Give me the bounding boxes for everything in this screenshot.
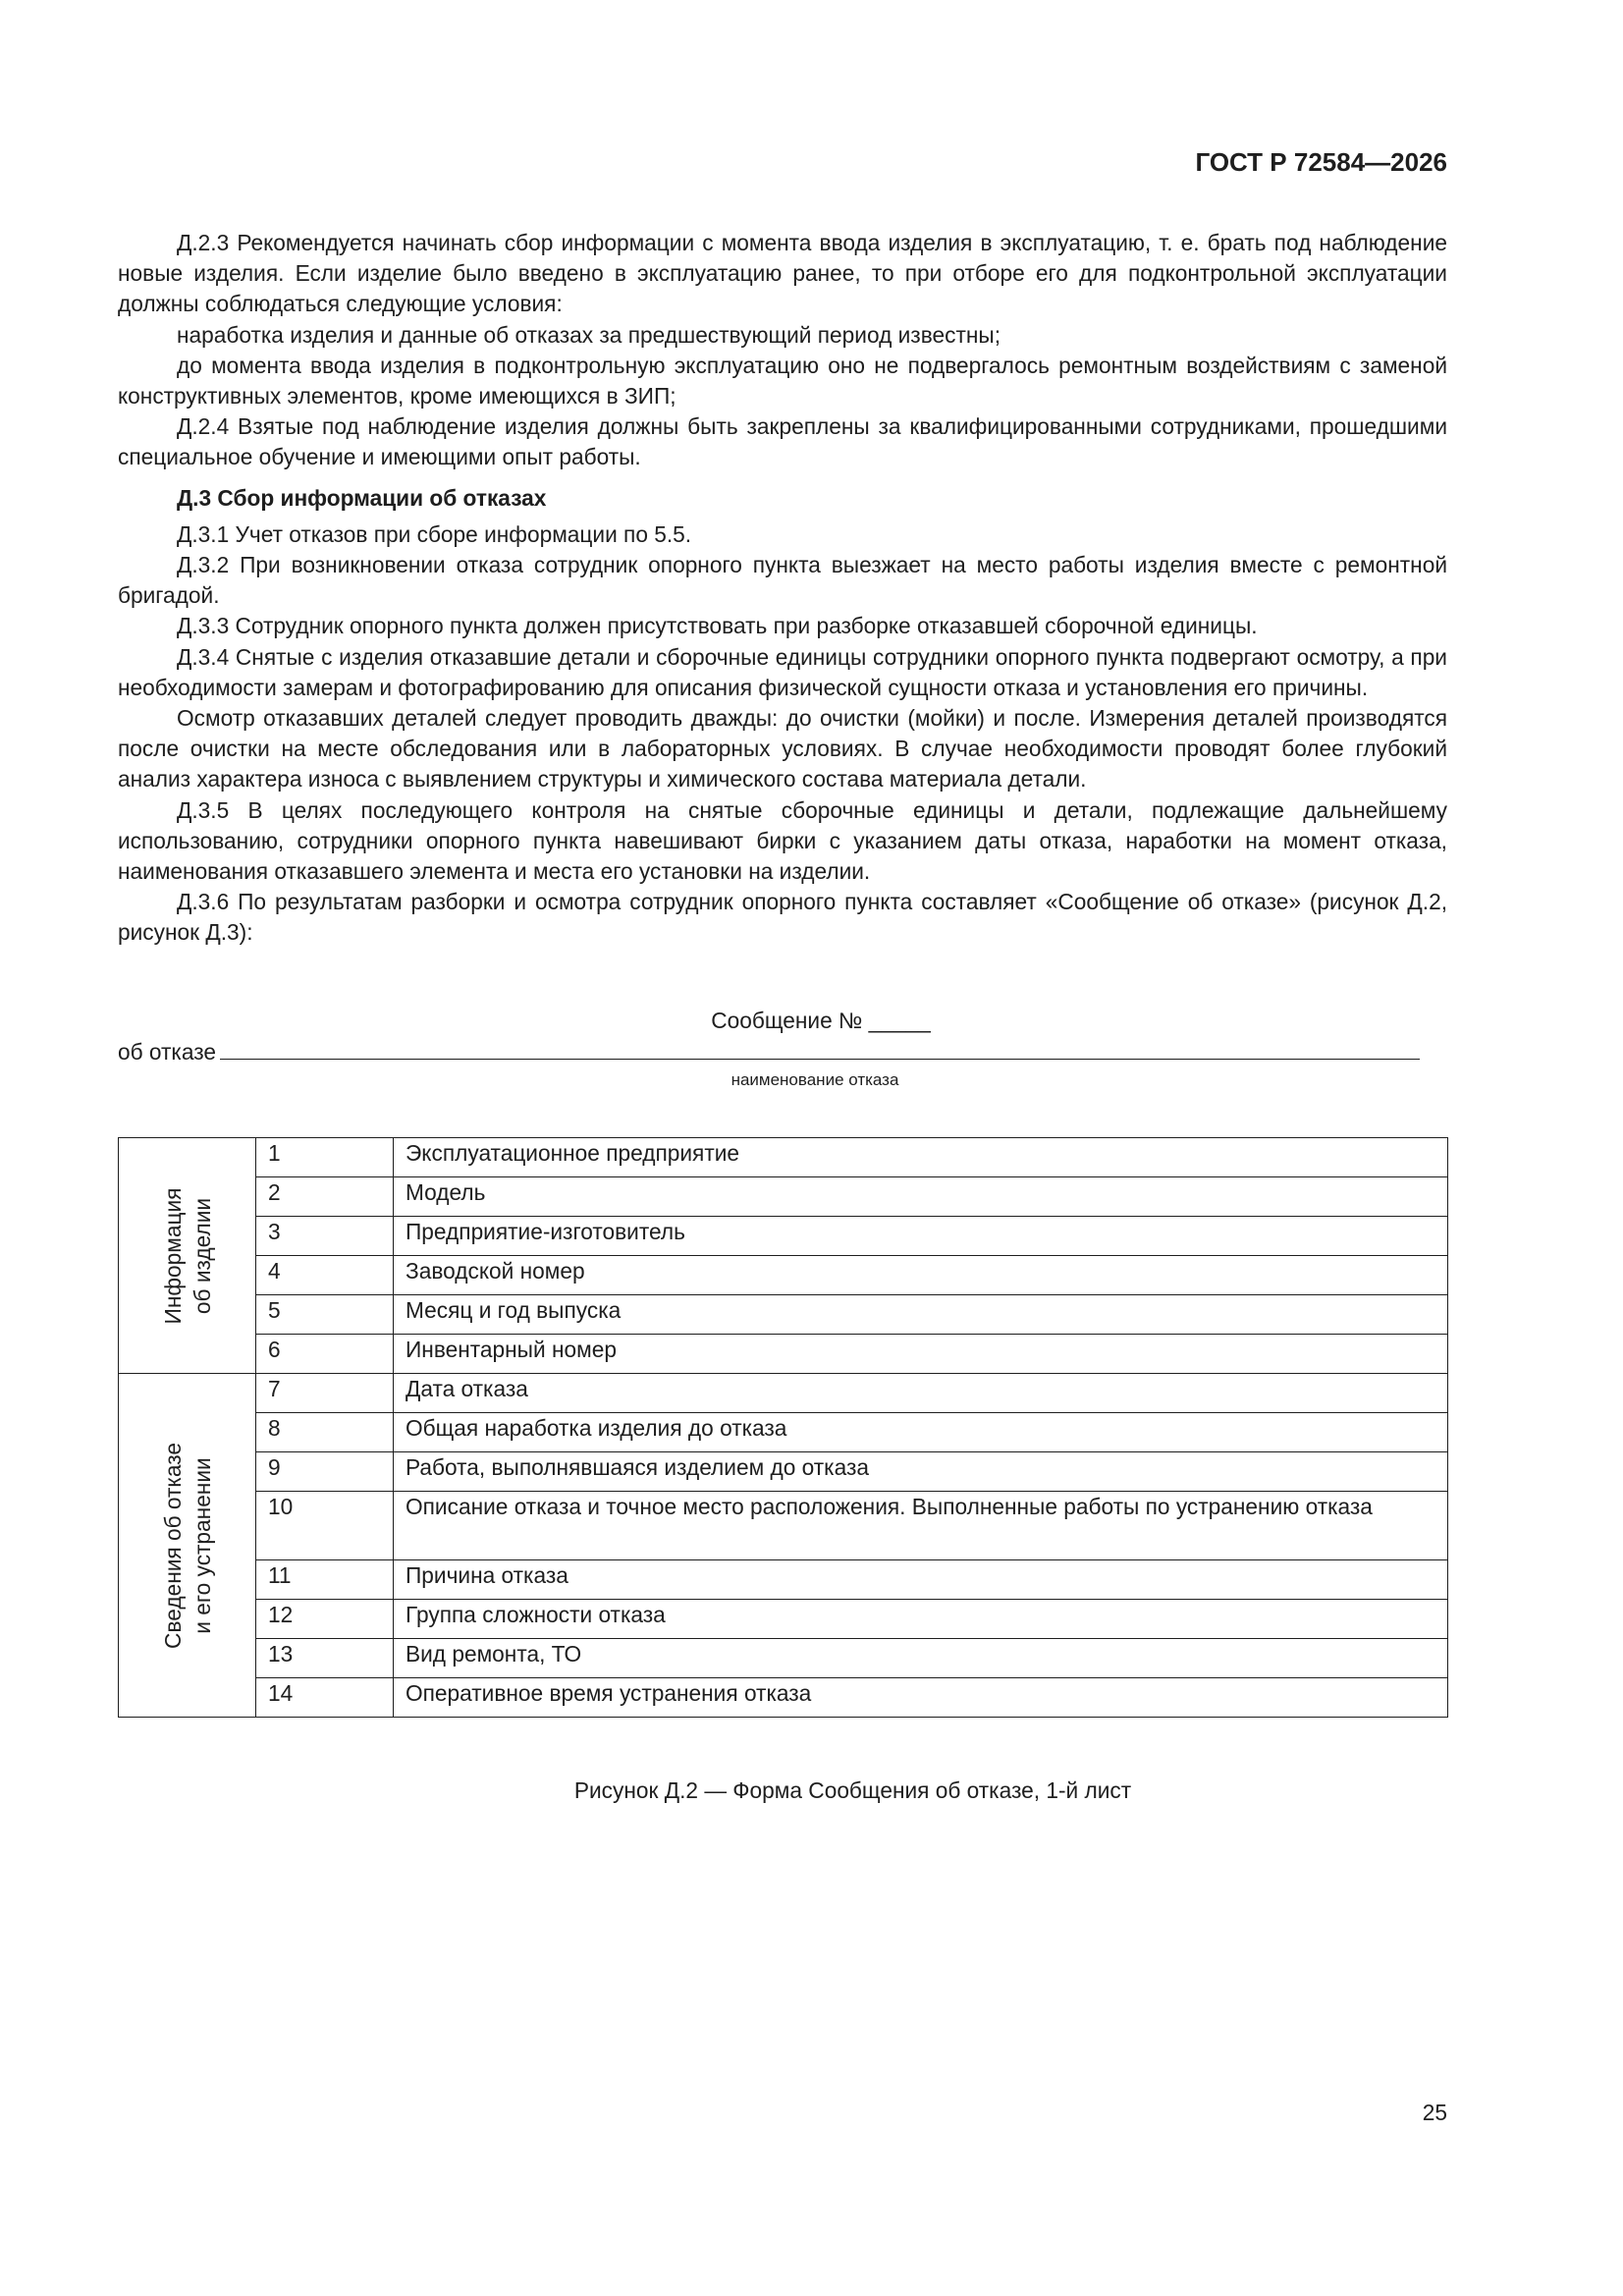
paragraph-d-3-2: Д.3.2 При возникновении отказа сотрудник опорного пункта выезжает на место работы изделия вместе с ремонтной бригадой. — [118, 552, 1447, 609]
paragraph-d-3-6: Д.3.6 По результатам разборки и осмотра сотрудник опорного пункта составляет «Сообщение об отказе» (рисунок Д.2, рисунок Д.3): — [118, 889, 1447, 946]
row-field-label: Дата отказа — [394, 1374, 1448, 1413]
paragraph-d-2-4: Д.2.4 Взятые под наблюдение изделия должны быть закреплены за квалифицированными сотрудниками, прошедшими специальное обучение и имеющими опыт работы. — [118, 413, 1447, 470]
table-row — [119, 1295, 1448, 1335]
paragraph-d-3-5: Д.3.5 В целях последующего контроля на снятые сборочные единицы и детали, подлежащие дальнейшему использованию, сотрудники опорного пункта навешивают бирки с указанием даты отказа, наработки на момент отказа, наименования отказавшего элемента и места его установки на изделии. — [118, 796, 1447, 885]
row-number: 13 — [256, 1639, 394, 1678]
table-row — [119, 1374, 1448, 1413]
paragraph-condition-1: наработка изделия и данные об отказах за предшествующий период известны; — [177, 321, 1001, 348]
group-label-product-info: Информация об изделии — [159, 1187, 215, 1324]
section-heading-d-3: Д.3 Сбор информации об отказах — [177, 484, 547, 511]
row-number: 3 — [256, 1217, 394, 1256]
row-number: 11 — [256, 1560, 394, 1600]
row-number: 4 — [256, 1256, 394, 1295]
group-label-failure-info: Сведения об отказе и его устранении — [159, 1442, 215, 1649]
failure-name-caption: наименование отказа — [730, 1070, 899, 1089]
table-row — [119, 1413, 1448, 1452]
row-number: 6 — [256, 1335, 394, 1374]
paragraph-inspection: Осмотр отказавших деталей следует проводить дважды: до очистки (мойки) и после. Измерения деталей производятся после очистки на месте обследования или в лабораторных условиях. В случае необходимости проводят более глубокий анализ характера износа с выявлением структуры и химического состава материала детали. — [118, 705, 1447, 793]
row-number: 12 — [256, 1600, 394, 1639]
row-number: 7 — [256, 1374, 394, 1413]
row-number: 14 — [256, 1678, 394, 1718]
failure-label: об отказе — [118, 1039, 216, 1065]
row-field-label: Модель — [394, 1177, 1448, 1217]
row-number: 5 — [256, 1295, 394, 1335]
table-row — [119, 1492, 1448, 1560]
paragraph-d-3-3: Д.3.3 Сотрудник опорного пункта должен присутствовать при разборке отказавшей сборочной единицы. — [177, 613, 1258, 639]
row-field-label: Инвентарный номер — [394, 1335, 1448, 1374]
row-number: 10 — [256, 1492, 394, 1560]
row-field-label: Группа сложности отказа — [394, 1600, 1448, 1639]
message-title: Сообщение № _____ — [711, 1008, 931, 1033]
table-row — [119, 1217, 1448, 1256]
row-number: 9 — [256, 1452, 394, 1492]
paragraph-d-3-1: Д.3.1 Учет отказов при сборе информации по 5.5. — [177, 520, 692, 547]
group-failure-info — [119, 1374, 256, 1718]
table-row — [119, 1560, 1448, 1600]
failure-name-blank — [220, 1041, 1420, 1060]
document-id-header: ГОСТ Р 72584—2026 — [1195, 147, 1447, 177]
table-row — [119, 1600, 1448, 1639]
table-row — [119, 1335, 1448, 1374]
row-field-label: Вид ремонта, ТО — [394, 1639, 1448, 1678]
row-field-label: Работа, выполнявшаяся изделием до отказа — [394, 1452, 1448, 1492]
row-field-label: Описание отказа и точное место расположения. Выполненные работы по устранению отказа — [394, 1492, 1448, 1560]
row-number: 2 — [256, 1177, 394, 1217]
row-field-label: Заводской номер — [394, 1256, 1448, 1295]
body-text — [118, 228, 1447, 949]
row-field-label: Эксплуатационное предприятие — [394, 1138, 1448, 1177]
row-field-label: Месяц и год выпуска — [394, 1295, 1448, 1335]
row-number: 8 — [256, 1413, 394, 1452]
row-field-label: Предприятие-изготовитель — [394, 1217, 1448, 1256]
failure-name-line — [118, 1039, 1447, 1066]
row-field-label: Причина отказа — [394, 1560, 1448, 1600]
row-number: 1 — [256, 1138, 394, 1177]
failure-report-form-table — [118, 1137, 1448, 1718]
table-row — [119, 1138, 1448, 1177]
page-number: 25 — [1422, 2100, 1447, 2125]
figure-caption: Рисунок Д.2 — Форма Сообщения об отказе, 1-й лист — [573, 1777, 1132, 1803]
group-product-info — [119, 1138, 256, 1374]
row-field-label: Общая наработка изделия до отказа — [394, 1413, 1448, 1452]
table-row — [119, 1177, 1448, 1217]
paragraph-condition-2: до момента ввода изделия в подконтрольную эксплуатацию оно не подвергалось ремонтным воздействиям с заменой конструктивных элементов, кроме имеющихся в ЗИП; — [118, 352, 1447, 410]
paragraph-d-3-4: Д.3.4 Снятые с изделия отказавшие детали и сборочные единицы сотрудники опорного пункта подвергают осмотру, а при необходимости замерам и фотографированию для описания физической сущности отказа и установления его причины. — [118, 643, 1447, 700]
table-row — [119, 1452, 1448, 1492]
paragraph-d-2-3: Д.2.3 Рекомендуется начинать сбор информации с момента ввода изделия в эксплуатацию, т. е. брать под наблюдение новые изделия. Если изделие было введено в эксплуатацию ранее, то при отборе его для подконтрольной эксплуатации должны соблюдаться следующие условия: — [118, 230, 1447, 317]
table-row — [119, 1256, 1448, 1295]
table-row — [119, 1639, 1448, 1678]
table-row — [119, 1678, 1448, 1718]
row-field-label: Оперативное время устранения отказа — [394, 1678, 1448, 1718]
